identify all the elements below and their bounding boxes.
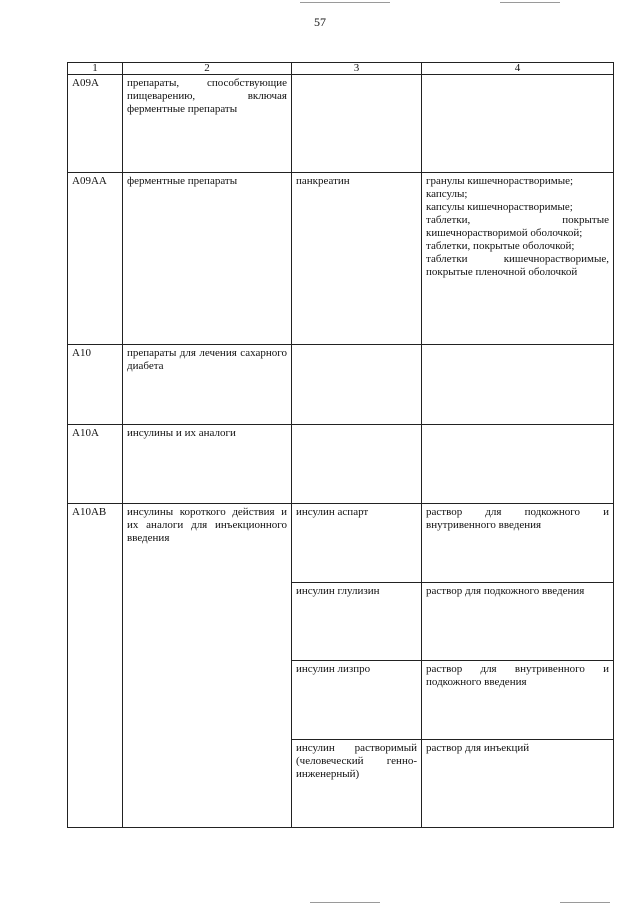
group-name: инсулины короткого действия и их аналоги для инъекционного введения: [123, 504, 292, 828]
scan-artifact: [300, 2, 390, 3]
dosage-form: [422, 345, 614, 425]
column-header-1: 1: [68, 63, 123, 75]
atc-code: A09AA: [68, 173, 123, 345]
column-header-4: 4: [422, 63, 614, 75]
dosage-form: раствор для внутривенного и подкожного введения: [422, 661, 614, 740]
table-row: [68, 75, 614, 173]
table-row: [68, 173, 614, 345]
table-row: [68, 504, 614, 583]
table-row: [68, 345, 614, 425]
atc-code: A10AB: [68, 504, 123, 828]
scan-artifact: [500, 2, 560, 3]
drug-name: инсулин лизпро: [292, 661, 422, 740]
scan-artifact: [310, 902, 380, 903]
group-name: препараты для лечения сахарного диабета: [123, 345, 292, 425]
page-number: 57: [314, 15, 326, 29]
drug-name: панкреатин: [292, 173, 422, 345]
table-row: [68, 425, 614, 504]
group-name: инсулины и их аналоги: [123, 425, 292, 504]
scan-artifact: [560, 902, 610, 903]
group-name: ферментные препараты: [123, 173, 292, 345]
dosage-form: раствор для подкожного введения: [422, 583, 614, 661]
drug-name: инсулин аспарт: [292, 504, 422, 583]
dosage-form: раствор для подкожного и внутривенного введения: [422, 504, 614, 583]
header-row: [68, 63, 614, 75]
drug-name: [292, 425, 422, 504]
column-header-3: 3: [292, 63, 422, 75]
dosage-form: гранулы кишечнорастворимые; капсулы; капсулы кишечнорастворимые; таблетки, покрытые кишечнорастворимой оболочкой; таблетки, покрытые оболочкой; таблетки кишечнорастворимые, покрытые пленочной оболочкой: [422, 173, 614, 345]
drug-name: инсулин растворимый (человеческий генно-инженерный): [292, 740, 422, 828]
atc-code: A09A: [68, 75, 123, 173]
group-name: препараты, способствующие пищеварению, включая ферментные препараты: [123, 75, 292, 173]
medicines-table: [67, 62, 614, 828]
drug-name: [292, 75, 422, 173]
atc-code: A10: [68, 345, 123, 425]
drug-name: инсулин глулизин: [292, 583, 422, 661]
dosage-form: раствор для инъекций: [422, 740, 614, 828]
dosage-form: [422, 425, 614, 504]
dosage-form: [422, 75, 614, 173]
column-header-2: 2: [123, 63, 292, 75]
atc-code: A10A: [68, 425, 123, 504]
drug-name: [292, 345, 422, 425]
